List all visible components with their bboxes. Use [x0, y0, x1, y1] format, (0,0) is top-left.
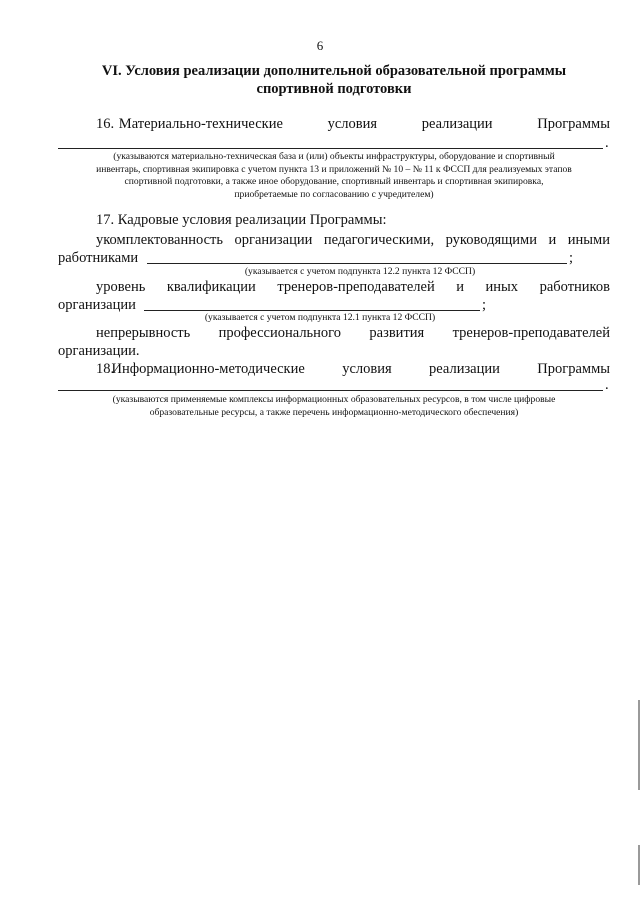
qualification-word: иных [485, 279, 519, 295]
qualification-line-label: организации [58, 297, 136, 313]
staffing-end-punct: ; [569, 250, 574, 266]
qualification-note: (указывается с учетом подпункта 12.1 пункта 12 ФССП) [204, 312, 436, 323]
item17-staffing-line-2 [58, 249, 610, 267]
staffing-word: руководящими [445, 232, 537, 248]
page-number: 6 [316, 38, 324, 53]
item17-qualification-line-1 [96, 278, 610, 296]
item16-note-line: приобретаемые по согласованию с учредителем) [234, 188, 434, 200]
item16-line [96, 115, 610, 133]
item16-note [58, 151, 610, 201]
staffing-word: организации [234, 232, 313, 248]
continuity-word: профессионального [218, 325, 342, 341]
item16-word: условия [327, 116, 378, 132]
item17-continuity-line-1 [96, 324, 610, 342]
qualification-word: квалификации [166, 279, 256, 295]
staffing-note: (указывается с учетом подпункта 12.2 пункта 12 ФССП) [244, 266, 476, 277]
qualification-word: работников [539, 279, 610, 295]
item16-note-line: спортивной подготовки, а также иное оборудование, спортивный инвентарь и спортивная экипировка, [124, 176, 544, 187]
staffing-word: иными [567, 232, 610, 248]
item18-line [96, 360, 610, 378]
qualification-word: тренеров-преподавателей [277, 279, 435, 295]
item16-word: реализации [421, 116, 493, 132]
item18-fill-line [58, 390, 603, 391]
item16-number: 16. [96, 116, 115, 132]
item18-number: 18. [96, 361, 115, 377]
item16-word: Материально-технические [118, 116, 283, 132]
item16-word: Программы [537, 116, 610, 132]
item18-word: Информационно-методические [111, 361, 305, 377]
item18-note [58, 394, 610, 419]
section-title [60, 62, 608, 98]
staffing-word: и [548, 232, 557, 248]
item16-fill-line [58, 148, 603, 149]
continuity-word: тренеров-преподавателей [452, 325, 610, 341]
qualification-end-punct: ; [482, 297, 487, 313]
item18-word: реализации [429, 361, 500, 377]
section-title-line-2: спортивной подготовки [256, 81, 412, 97]
staffing-word: педагогическими, [323, 232, 435, 248]
qualification-word: уровень [96, 279, 146, 295]
item17-staffing-line-1 [96, 231, 610, 249]
staffing-line-label: работниками [58, 250, 139, 266]
item16-note-line: инвентарь, спортивная экипировка с учетом пункта 13 и приложений № 10 – № 11 к ФССП для реализуемых этапов [96, 163, 572, 175]
staffing-fill-line [147, 263, 567, 264]
item18-word: Программы [537, 361, 610, 377]
section-title-line-1: VI. Условия реализации дополнительной образовательной программы [101, 63, 567, 79]
staffing-word: укомплектованность [96, 232, 223, 248]
item18-word: условия [342, 361, 392, 377]
qualification-word: и [456, 279, 464, 295]
item16-note-line: (указываются материально-техническая база и (или) объекты инфраструктуры, оборудование и спортивный [113, 151, 555, 162]
continuity-word: развития [369, 325, 425, 341]
item17-continuity-line-2: организации. [58, 343, 140, 359]
item16-end-punct: . [605, 135, 609, 151]
continuity-word: непрерывность [96, 325, 191, 341]
qualification-fill-line [144, 310, 480, 311]
item18-note-line: (указываются применяемые комплексы информационных образовательных ресурсов, в том числе цифровые [112, 394, 556, 405]
item18-note-line: образовательные ресурсы, а также перечень информационно-методического обеспечения) [149, 406, 519, 418]
item17-heading: 17. Кадровые условия реализации Программы: [96, 212, 387, 228]
item18-end-punct: . [605, 377, 609, 393]
